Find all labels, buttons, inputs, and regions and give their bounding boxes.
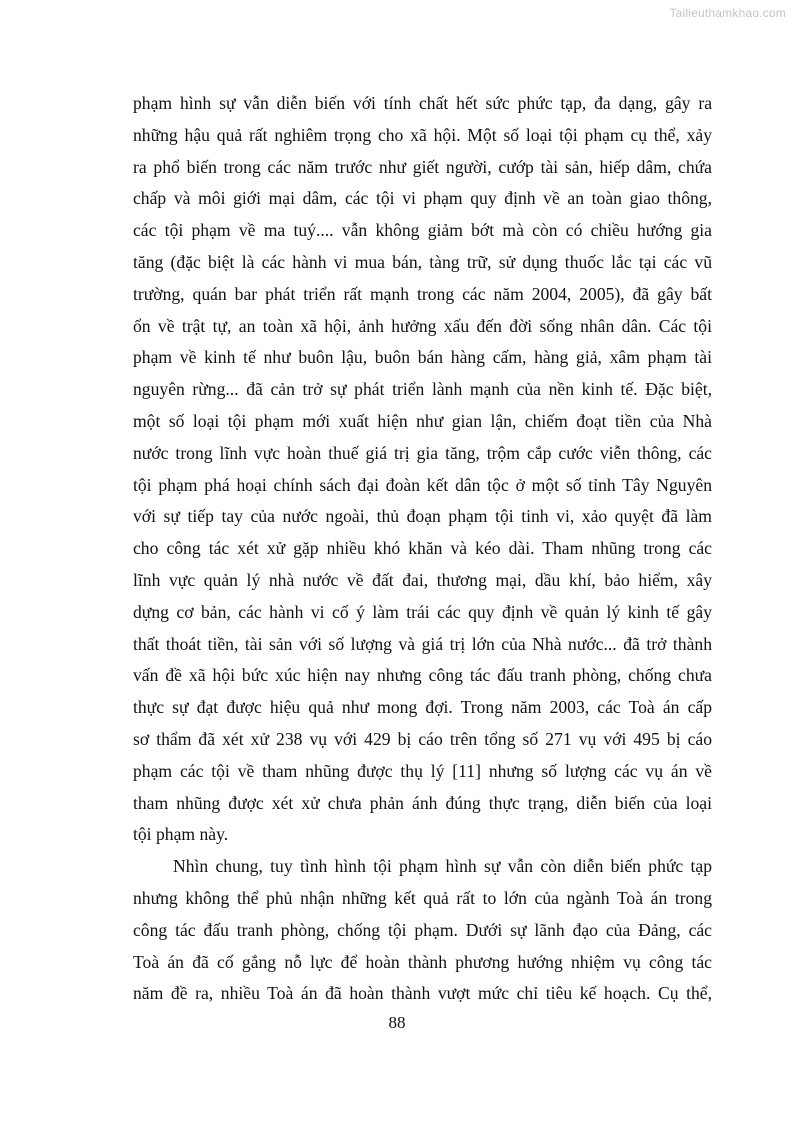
text-line: công tác đấu tranh phòng, chống tội phạm. Dưới sự lãnh đạo của Đảng, các	[133, 919, 712, 940]
text-line: phạm hình sự vẫn diễn biến với tính chất hết sức phức tạp, đa dạng, gây ra	[133, 93, 712, 113]
text-line: Nhìn chung, tuy tình hình tội phạm hình sự vẫn còn diễn biến phức tạp	[173, 856, 712, 877]
text-line: phạm về kinh tế như buôn lậu, buôn bán hàng cấm, hàng giả, xâm phạm tài	[133, 347, 712, 368]
text-line: phạm các tội về tham nhũng được thụ lý [11] nhưng số lượng các vụ án về	[133, 760, 712, 781]
text-line: thực sự đạt được hiệu quả như mong đợi. Trong năm 2003, các Toà án cấp	[133, 697, 712, 718]
text-line: các tội phạm về ma tuý.... vẫn không giảm bớt mà còn có chiều hướng gia	[133, 220, 712, 241]
paragraph-2	[133, 851, 712, 1010]
text-line: nhưng không thể phủ nhận những kết quả rất to lớn của ngành Toà án trong	[133, 887, 712, 908]
paragraph-1	[133, 88, 712, 851]
watermark-text: Tailieuthamkhao.com	[669, 6, 786, 20]
text-line: ổn về trật tự, an toàn xã hội, ảnh hưởng xấu đến đời sống nhân dân. Các tội	[133, 315, 712, 336]
text-line: tham nhũng được xét xử chưa phản ánh đúng thực trạng, diễn biến của loại	[133, 792, 712, 813]
text-line: sơ thẩm đã xét xử 238 vụ với 429 bị cáo trên tổng số 271 vụ với 495 bị cáo	[133, 728, 712, 749]
text-line: lĩnh vực quản lý nhà nước về đất đai, thương mại, dầu khí, bảo hiểm, xây	[133, 569, 712, 590]
text-line: một số loại tội phạm mới xuất hiện như gian lận, chiếm đoạt tiền của Nhà	[133, 410, 712, 431]
text-line: vấn đề xã hội bức xúc hiện nay nhưng công tác đấu tranh phòng, chống chưa	[133, 665, 712, 686]
document-body	[133, 88, 712, 1010]
text-line: những hậu quả rất nghiêm trọng cho xã hội. Một số loại tội phạm cụ thể, xảy	[133, 124, 712, 145]
text-line: trường, quán bar phát triển rất mạnh trong các năm 2004, 2005), đã gây bất	[133, 283, 712, 304]
text-line: nước trong lĩnh vực hoàn thuế giá trị gia tăng, trộm cắp cước viễn thông, các	[133, 442, 712, 463]
text-line: nguyên rừng... đã cản trở sự phát triển lành mạnh của nền kinh tế. Đặc biệt,	[133, 379, 712, 400]
text-line: Toà án đã cố gắng nỗ lực để hoàn thành phương hướng nhiệm vụ công tác	[133, 951, 712, 972]
text-line: năm đề ra, nhiều Toà án đã hoàn thành vượt mức chỉ tiêu kế hoạch. Cụ thể,	[133, 983, 712, 1004]
text-line: thất thoát tiền, tài sản với số lượng và giá trị lớn của Nhà nước... đã trở thành	[133, 633, 712, 654]
text-line: tội phạm phá hoại chính sách đại đoàn kết dân tộc ở một số tỉnh Tây Nguyên	[133, 474, 712, 495]
text-line: chấp và môi giới mại dâm, các tội vi phạm quy định về an toàn giao thông,	[133, 188, 712, 209]
text-line: với sự tiếp tay của nước ngoài, thủ đoạn phạm tội tinh vi, xảo quyệt đã làm	[133, 506, 712, 527]
text-line: ra phổ biến trong các năm trước như giết người, cướp tài sản, hiếp dâm, chứa	[133, 156, 712, 177]
text-line: tội phạm này.	[133, 824, 229, 845]
text-line: dựng cơ bản, các hành vi cố ý làm trái các quy định về quản lý kinh tế gây	[133, 601, 712, 622]
text-line: tăng (đặc biệt là các hành vi mua bán, tàng trữ, sử dụng thuốc lắc tại các vũ	[133, 251, 712, 272]
page-number: 88	[388, 1013, 406, 1032]
text-line: cho công tác xét xử gặp nhiều khó khăn và kéo dài. Tham nhũng trong các	[133, 538, 712, 559]
